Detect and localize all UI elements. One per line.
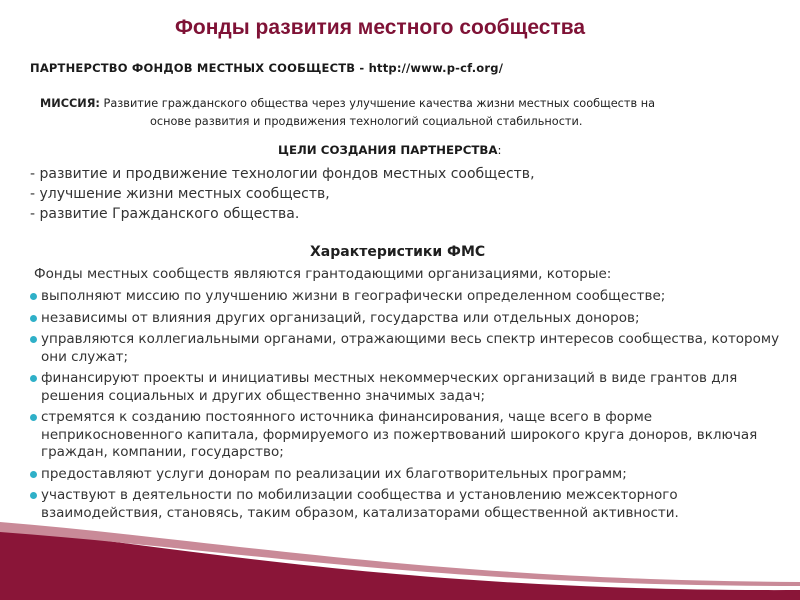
list-item <box>30 409 780 462</box>
list-item <box>30 310 780 328</box>
list-item <box>30 370 780 405</box>
characteristics-intro: Фонды местных сообществ являются грантодающими организациями, которые: <box>34 266 612 282</box>
list-item <box>30 487 780 522</box>
goals-heading <box>278 143 502 157</box>
list-item-text: выполняют миссию по улучшению жизни в географически определенном сообществе; <box>41 288 666 304</box>
partnership-line: ПАРТНЕРСТВО ФОНДОВ МЕСТНЫХ СООБЩЕСТВ - http://www.p-cf.org/ <box>30 61 504 75</box>
goal-item: - развитие Гражданского общества. <box>30 206 300 222</box>
list-item-text: стремятся к созданию постоянного источника финансирования, чаще всего в форме неприкосновенного капитала, формируемого из пожертвований широкого круга доноров, включая граждан, компании, государство; <box>41 409 758 460</box>
goals-title-suffix: : <box>497 143 502 157</box>
list-item <box>30 466 780 484</box>
list-item <box>30 288 780 306</box>
mission-block <box>40 95 780 131</box>
mission-line-1: Развитие гражданского общества через улучшение качества жизни местных сообществ на <box>103 97 656 110</box>
mission-label: МИССИЯ: <box>40 97 100 110</box>
list-item-text: финансируют проекты и инициативы местных некоммерческих организаций в виде грантов для решения социальных и других общественно значимых задач; <box>41 370 738 404</box>
characteristics-title: Характеристики ФМС <box>310 244 486 260</box>
page-title: Фонды развития местного сообщества <box>174 16 586 39</box>
bullet-dot-icon <box>30 336 37 343</box>
list-item-text: участвуют в деятельности по мобилизации сообщества и установлению межсекторного взаимодействия, становясь, таким образом, катализаторами общественной активности. <box>41 487 679 521</box>
mission-line-2: основе развития и продвижения технологий социальной стабильности. <box>150 115 583 128</box>
bullet-dot-icon <box>30 414 37 421</box>
list-item-text: независимы от влияния других организаций, государства или отдельных доноров; <box>41 309 640 326</box>
bullet-dot-icon <box>30 471 37 478</box>
goals-title: ЦЕЛИ СОЗДАНИЯ ПАРТНЕРСТВА <box>278 143 498 157</box>
bullet-dot-icon <box>30 315 37 322</box>
characteristics-list <box>30 288 780 526</box>
goal-item: - развитие и продвижение технологии фондов местных сообществ, <box>30 166 535 182</box>
goals-list <box>30 164 770 224</box>
list-item-text: предоставляют услуги донорам по реализации их благотворительных программ; <box>41 465 627 482</box>
bullet-dot-icon <box>30 293 37 300</box>
list-item-text: управляются коллегиальными органами, отражающими весь спектр интересов сообщества, которому они служат; <box>41 331 780 365</box>
bullet-dot-icon <box>30 492 37 499</box>
bullet-dot-icon <box>30 375 37 382</box>
list-item <box>30 331 780 366</box>
goal-item: - улучшение жизни местных сообществ, <box>30 186 330 202</box>
decorative-swoosh <box>0 520 800 600</box>
